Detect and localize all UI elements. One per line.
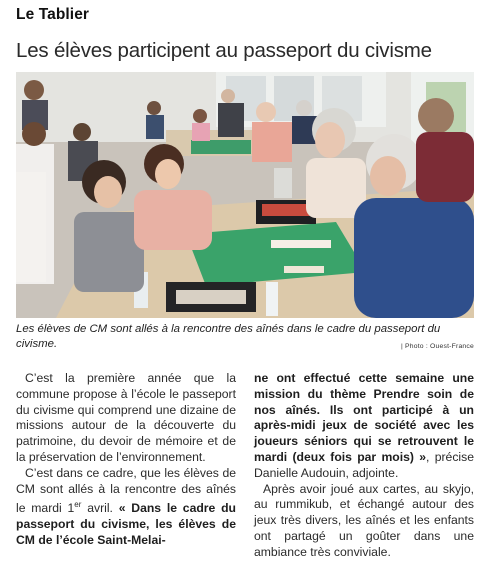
article-column-2 xyxy=(254,371,474,561)
attribution: , précise Danielle Audouin, adjointe. xyxy=(254,449,474,480)
article-photo xyxy=(16,72,474,318)
section-title: Le Tablier xyxy=(16,6,90,23)
quote-start: « Dans le cadre du passeport du civisme, les élèves de CM de l’école Saint-Melai- xyxy=(16,501,236,548)
quote-continued: ne ont effectué cette semaine une mission du thème Prendre soin de nos aînés. Ils ont participé à un après-midi jeux de société avec les joueurs séniors qui se retrouvent le mardi (deux fois par mois) » xyxy=(254,371,474,464)
headline: Les élèves participent au passeport du civisme xyxy=(16,39,432,62)
paragraph-1: C’est la première année que la commune propose à l’école le passeport du civisme qui comprend une dizaine de missions autour de la découverte du patrimoine, du devoir de mémoire et de la préservation de l’environnement. xyxy=(16,371,236,464)
photo-illustration xyxy=(16,72,474,318)
paragraph-4: Après avoir joué aux cartes, au skyjo, au rummikub, et échangé autour des jeux très divers, les aînés et les enfants ont partagé un goûter dans une ambiance très conviviale. xyxy=(254,481,474,559)
superscript-er: er xyxy=(74,500,82,510)
paragraph-2-text: C’est dans ce cadre, que les élèves de CM sont allés à la rencontre des aînés le mardi 1 xyxy=(16,465,236,516)
paragraph-3 xyxy=(254,371,474,482)
article-column-1 xyxy=(16,371,236,549)
photo-credit: | Photo : Ouest-France xyxy=(400,343,474,350)
paragraph-2 xyxy=(16,466,236,549)
photo-caption: Les élèves de CM sont allés à la rencontre des aînés dans le cadre du passeport du civisme. xyxy=(16,323,441,350)
paragraph-2-text-2: avril. xyxy=(81,501,119,516)
